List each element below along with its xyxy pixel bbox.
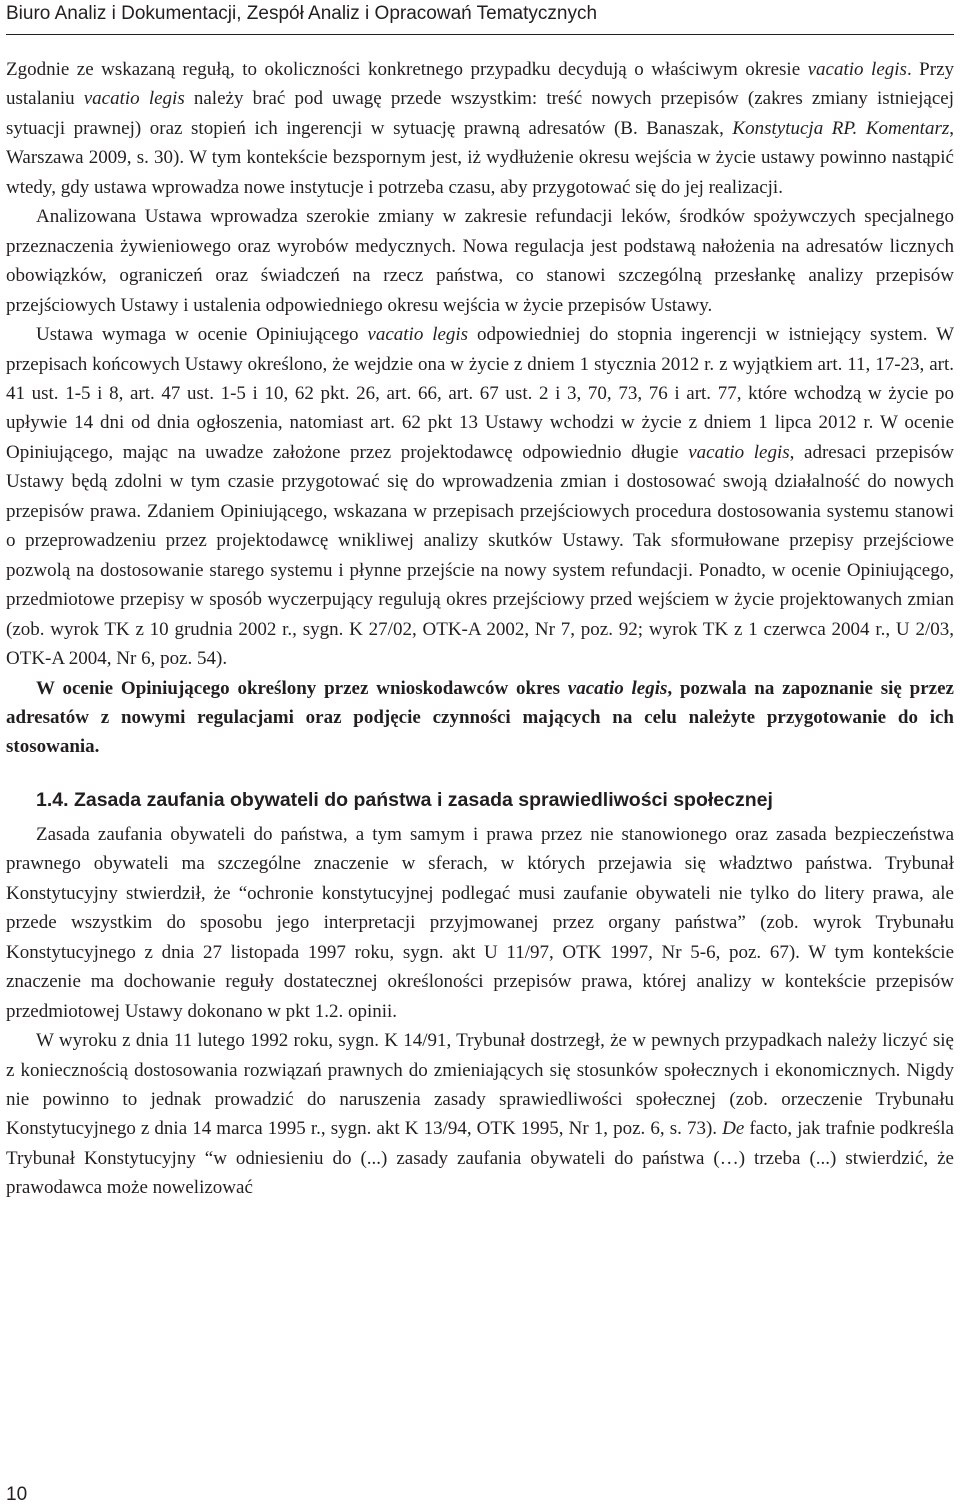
paragraph-6: W wyroku z dnia 11 lutego 1992 roku, sygn. K 14/91, Trybunał dostrzegł, że w pewnych przypadkach należy liczyć się z koniecznością dostosowania rozwiązań prawnych do zmieniających się stosunków społecznych i ekonomicznych. Nigdy nie powinno to jednak prowadzić do naruszenia zasady sprawiedliwości społecznej (zob. orzeczenie Trybunału Konstytucyjnego z dnia 14 marca 1995 r., sygn. akt K 13/94, OTK 1995, Nr 1, poz. 6, s. 73). De facto, jak trafnie podkreśla Trybunał Konstytucyjny “w odniesieniu do (...) zasady zaufania obywateli do państwa (…) trzeba (...) stwierdzić, że prawodawca może nowelizować <box>6 1030 954 1199</box>
header-rule <box>6 34 954 35</box>
section-heading: 1.4. Zasada zaufania obywateli do państwa i zasada sprawiedliwości społecznej <box>36 788 773 811</box>
page-number: 10 <box>6 1484 28 1505</box>
paragraph-2: Analizowana Ustawa wprowadza szerokie zmiany w zakresie refundacji leków, środków spożywczych specjalnego przeznaczenia żywieniowego oraz wyrobów medycznych. Nowa regulacja jest podstawą nałożenia na adresatów licznych obowiązków, ograniczeń oraz świadczeń na rzecz państwa, co stanowi szczególną przesłankę analizy przepisów przejściowych Ustawy i ustalenia odpowiedniego okresu wejścia w życie przepisów Ustawy. <box>6 206 954 316</box>
running-header: Biuro Analiz i Dokumentacji, Zespół Analiz i Opracowań Tematycznych <box>6 3 598 24</box>
paragraph-5: Zasada zaufania obywateli do państwa, a tym samym i prawa przez nie stanowionego oraz zasada bezpieczeństwa prawnego obywateli ma szczególne znaczenie w sferach, w których przejawia się władztwo państwa. Trybunał Konstytucyjny stwierdził, że “ochronie konstytucyjnej podlegać musi zaufanie obywateli nie tylko do litery prawa, ale przede wszystkim do sposobu jego interpretacji przyjmowanej przez organy państwa” (zob. wyrok Trybunału Konstytucyjnego z dnia 27 listopada 1997 roku, sygn. akt U 11/97, OTK 1997, Nr 5-6, poz. 67). W tym kontekście znaczenie ma dochowanie reguły dostatecznej określoności przepisów prawa, której analizy w kontekście przepisów przedmiotowej Ustawy dokonano w pkt 1.2. opinii. <box>6 823 954 1022</box>
paragraph-1: Zgodnie ze wskazaną regułą, to okoliczności konkretnego przypadku decydują o właściwym okresie vacatio legis. Przy ustalaniu vacatio legis należy brać pod uwagę przede wszystkim: treść nowych przepisów (zakres zmiany istniejącej sytuacji prawnej) oraz stopień ich ingerencji w sytuację prawną adresatów (B. Banaszak, Konstytucja RP. Komentarz, Warszawa 2009, s. 30). W tym kontekście bezspornym jest, iż wydłużenie okresu wejścia w życie ustawy powinno nastąpić wtedy, gdy ustawa wprowadza nowe instytucje i potrzeba czasu, aby przygotować się do jej realizacji. <box>6 59 955 198</box>
document-body <box>6 55 954 1203</box>
paragraph-3: Ustawa wymaga w ocenie Opiniującego vacatio legis odpowiedniej do stopnia ingerencji w istniejący system. W przepisach końcowych Ustawy określono, że wejdzie ona w życie z dniem 1 stycznia 2012 r. z wyjątkiem art. 11, 17-23, art. 41 ust. 1-5 i 8, art. 47 ust. 1-5 i 10, 62 pkt. 26, art. 66, art. 67 ust. 2 i 3, 70, 73, 76 i art. 77, które wchodzą w życie po upływie 14 dni od dnia ogłoszenia, natomiast art. 62 pkt 13 Ustawy wchodzi w życie z dniem 1 lipca 2012 r. W ocenie Opiniującego, mając na uwadze założone przez projektodawcę odpowiednio długie vacatio legis, adresaci przepisów Ustawy będą zdolni w tym czasie przygotować się do wprowadzenia zmian i dostosować swoją działalność do nowych przepisów prawa. Zdaniem Opiniującego, wskazana w przepisach przejściowych procedura dostosowania systemu stanowi o przeprowadzeniu przez projektodawcę wnikliwej analizy skutków Ustawy. Tak sformułowane przepisy przejściowe pozwolą na dostosowanie starego systemu i płynne przejście na nowy system refundacji. Ponadto, w ocenie Opiniującego, przedmiotowe przepisy w sposób wyczerpujący regulują okres przejściowy przed wejściem w życie projektowanych zmian (zob. wyrok TK z 10 grudnia 2002 r., sygn. K 27/02, OTK-A 2002, Nr 7, poz. 92; wyrok TK z 1 czerwca 2004 r., U 2/03, OTK-A 2004, Nr 6, poz. 54). <box>6 324 954 670</box>
conclusion-paragraph: W ocenie Opiniującego określony przez wnioskodawców okres vacatio legis, pozwala na zapoznanie się przez adresatów z nowymi regulacjami oraz podjęcie czynności mających na celu należyte przygotowanie do ich stosowania. <box>6 677 954 758</box>
